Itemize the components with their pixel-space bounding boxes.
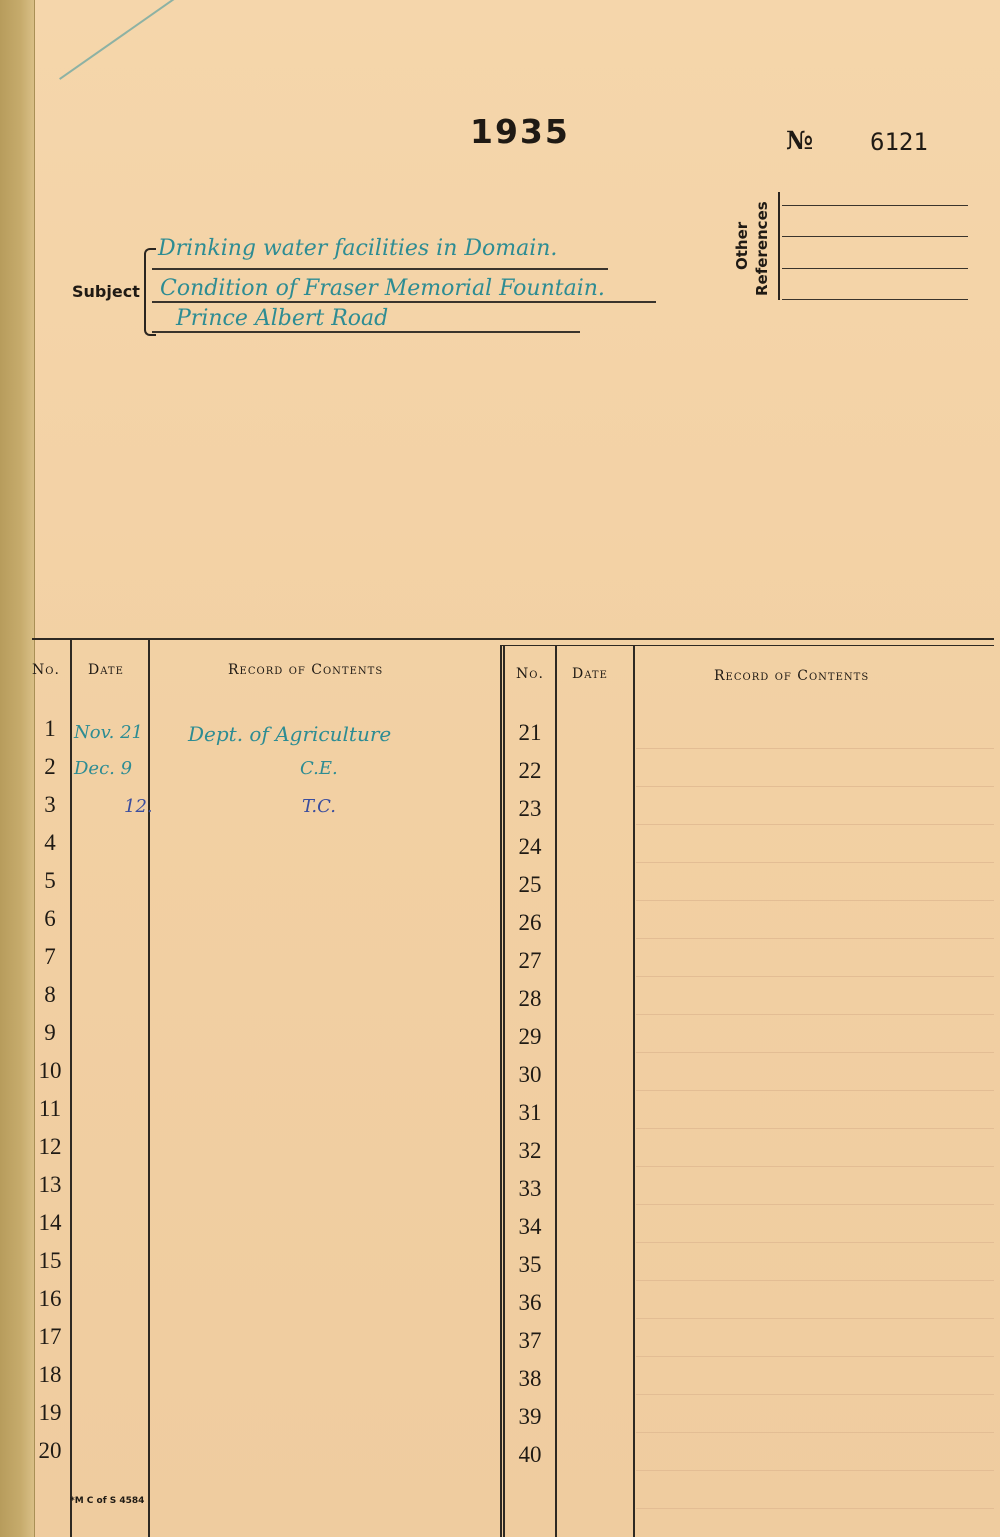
column-divider <box>500 645 502 1537</box>
row-number: 35 <box>518 1252 542 1277</box>
ruled-line <box>636 1318 994 1319</box>
header-date-left: Date <box>88 662 124 678</box>
ruled-line <box>636 1242 994 1243</box>
reference-line <box>782 268 968 269</box>
row-number: 26 <box>518 910 542 935</box>
header-date-right: Date <box>572 666 608 682</box>
row-number: 39 <box>518 1404 542 1429</box>
row-number: 25 <box>518 872 542 897</box>
ruled-line <box>636 862 994 863</box>
row-number: 31 <box>518 1100 542 1125</box>
header-no-left: No. <box>32 662 60 678</box>
row-number: 32 <box>518 1138 542 1163</box>
row-number: 3 <box>44 792 56 817</box>
row-number: 7 <box>44 944 56 969</box>
subject-line-2: Condition of Fraser Memorial Fountain. <box>160 276 605 301</box>
subject-line-1: Drinking water facilities in Domain. <box>158 236 558 261</box>
ruled-line <box>636 976 994 977</box>
number-label: № <box>786 126 814 155</box>
row-number: 33 <box>518 1176 542 1201</box>
subject-line <box>152 301 656 303</box>
row-number: 21 <box>518 720 542 745</box>
column-divider <box>633 645 635 1537</box>
ruled-line <box>636 1090 994 1091</box>
row-number: 12 <box>38 1134 62 1159</box>
row-number: 6 <box>44 906 56 931</box>
other-references-label-line2: References <box>753 201 771 296</box>
ruled-line <box>636 1432 994 1433</box>
row-number: 17 <box>38 1324 62 1349</box>
ruled-line <box>636 1204 994 1205</box>
ruled-line <box>636 1014 994 1015</box>
row-number: 18 <box>38 1362 62 1387</box>
row-number: 19 <box>38 1400 62 1425</box>
reference-line <box>782 236 968 237</box>
row-number: 14 <box>38 1210 62 1235</box>
table-top-rule <box>32 638 994 640</box>
row-number: 13 <box>38 1172 62 1197</box>
row-number: 40 <box>518 1442 542 1467</box>
row-number: 5 <box>44 868 56 893</box>
header-record-left: Record of Contents <box>228 662 384 678</box>
row-number: 15 <box>38 1248 62 1273</box>
ruled-line <box>636 1166 994 1167</box>
other-references-label <box>730 190 780 302</box>
row-number: 27 <box>518 948 542 973</box>
row-number: 10 <box>38 1058 62 1083</box>
other-references-box <box>730 190 970 302</box>
ruled-line <box>636 1394 994 1395</box>
form-code: *M C of S 4584 <box>70 1496 145 1506</box>
row-number: 11 <box>38 1096 62 1121</box>
column-divider <box>70 640 72 1537</box>
row-number: 2 <box>44 754 56 779</box>
table-top-rule-secondary <box>500 645 994 646</box>
row-number: 36 <box>518 1290 542 1315</box>
header-no-right: No. <box>516 666 544 682</box>
reference-line <box>782 205 968 206</box>
entry-date: Dec. 9 <box>74 758 133 779</box>
ruled-line <box>636 1128 994 1129</box>
other-references-bracket <box>778 192 780 300</box>
column-divider <box>503 645 505 1537</box>
ruled-line <box>636 1280 994 1281</box>
subject-brace <box>144 248 156 336</box>
row-number: 28 <box>518 986 542 1011</box>
entry-record: C.E. <box>300 758 338 779</box>
ruled-line <box>636 938 994 939</box>
row-number: 9 <box>44 1020 56 1045</box>
row-number: 30 <box>518 1062 542 1087</box>
ruled-line <box>636 1052 994 1053</box>
binding-strip <box>0 0 35 1537</box>
header-record-right: Record of Contents <box>714 668 870 684</box>
entry-date: 12. <box>124 796 153 817</box>
ruled-line <box>636 748 994 749</box>
year: 1935 <box>470 112 570 151</box>
column-divider <box>148 640 150 1537</box>
row-number: 23 <box>518 796 542 821</box>
row-number: 38 <box>518 1366 542 1391</box>
other-references-label-line1: Other <box>733 221 751 270</box>
ruled-line <box>636 1470 994 1471</box>
ruled-line <box>636 1356 994 1357</box>
subject-line-3: Prince Albert Road <box>176 306 389 331</box>
ruled-line <box>636 786 994 787</box>
subject-label: Subject <box>72 282 140 301</box>
subject-line <box>152 268 608 270</box>
row-number: 24 <box>518 834 542 859</box>
row-number: 22 <box>518 758 542 783</box>
row-number: 8 <box>44 982 56 1007</box>
entry-record: Dept. of Agriculture <box>188 722 392 746</box>
column-divider <box>555 645 557 1537</box>
file-number: 6121 <box>870 128 928 156</box>
row-number: 16 <box>38 1286 62 1311</box>
row-number: 29 <box>518 1024 542 1049</box>
row-number: 1 <box>44 716 56 741</box>
ruled-line <box>636 1508 994 1509</box>
entry-date: Nov. 21 <box>74 722 143 743</box>
reference-line <box>782 299 968 300</box>
ruled-line <box>636 824 994 825</box>
ruled-line <box>636 900 994 901</box>
row-number: 37 <box>518 1328 542 1353</box>
row-number: 34 <box>518 1214 542 1239</box>
entry-record: T.C. <box>302 796 336 817</box>
subject-line <box>152 331 580 333</box>
row-number: 4 <box>44 830 56 855</box>
row-number: 20 <box>38 1438 62 1463</box>
